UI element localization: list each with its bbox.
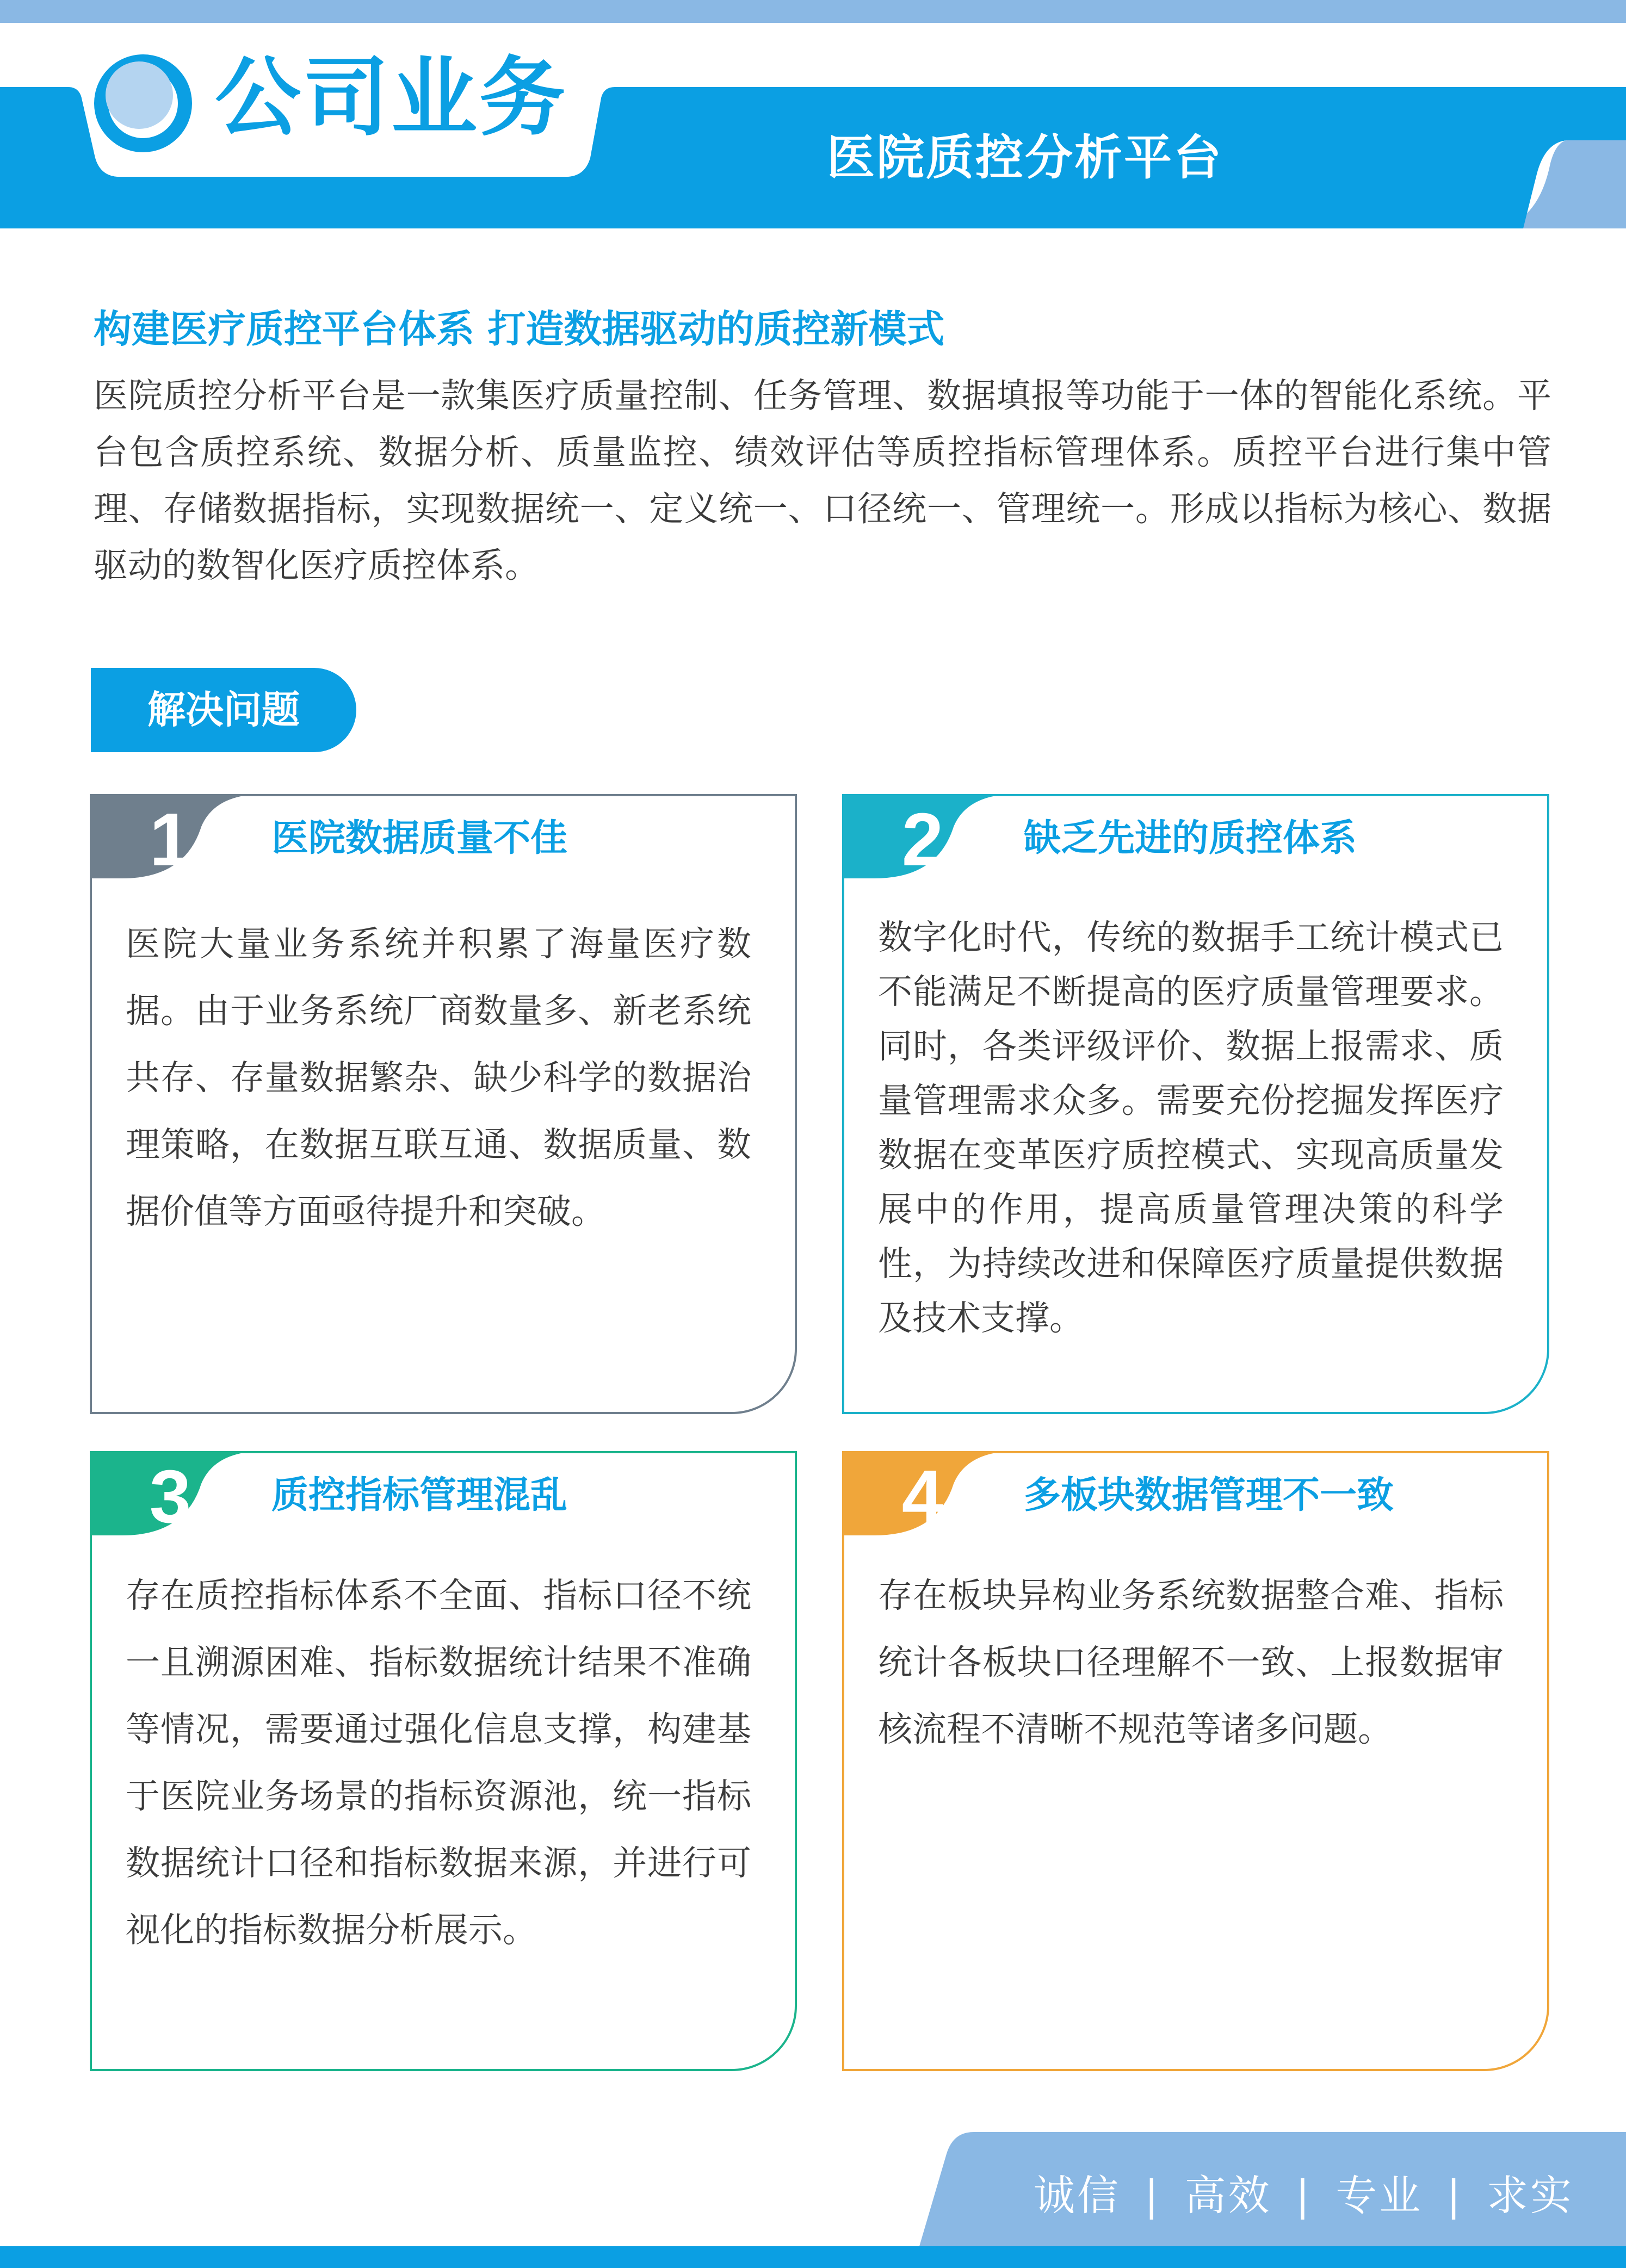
card-title: 医院数据质量不佳 — [271, 817, 568, 860]
card-body: 存在板块异构业务系统数据整合难、指标统计各板块口径理解不一致、上报数据审核流程不清晰不规范等诸多问题。 — [878, 1576, 1504, 1749]
slogan-item: 诚信 — [1034, 2171, 1121, 2220]
card-body: 数字化时代，传统的数据手工统计模式已不能满足不断提高的医疗质量管理要求。同时，各类评级评价、数据上报需求、质量管理需求众多。需要充份挖掘发挥医疗数据在变革医疗质控模式、实现高质量发展中的作用，提高质量管理决策的科学性，为持续改进和保障医疗质量提供数据及技术支撑。 — [878, 918, 1504, 1338]
card-number: 1 — [149, 798, 191, 882]
problem-card-2 — [842, 794, 1549, 1414]
footer-slogan — [1034, 2166, 1574, 2226]
card-number: 3 — [149, 1455, 191, 1539]
circle-logo-icon — [91, 52, 195, 155]
slogan-item: 求实 — [1486, 2171, 1574, 2220]
intro-heading: 构建医疗质控平台体系 打造数据驱动的质控新模式 — [94, 307, 945, 351]
slogan-item: 专业 — [1336, 2171, 1423, 2220]
problem-card-3 — [90, 1451, 797, 2071]
section-pill — [91, 668, 356, 752]
problem-card-4 — [842, 1451, 1549, 2071]
card-body: 存在质控指标体系不全面、指标口径不统一且溯源困难、指标数据统计结果不准确等情况，需要通过强化信息支撑，构建基于医院业务场景的指标资源池，统一指标数据统计口径和指标数据来源，并进行可视化的指标数据分析展示。 — [126, 1576, 751, 1950]
intro-body: 医院质控分析平台是一款集医疗质量控制、任务管理、数据填报等功能于一体的智能化系统。平台包含质控系统、数据分析、质量监控、绩效评估等质控指标管理体系。质控平台进行集中管理、存储数据指标，实现数据统一、定义统一、口径统一、管理统一。形成以指标为核心、数据驱动的数智化医疗质控体系。 — [94, 376, 1551, 585]
section-pill-label: 解决问题 — [147, 687, 300, 732]
card-title: 多板块数据管理不一致 — [1024, 1474, 1394, 1517]
header-subtitle: 医院质控分析平台 — [827, 129, 1223, 185]
card-title: 质控指标管理混乱 — [271, 1474, 568, 1517]
slogan-separator: | — [1145, 2171, 1161, 2220]
card-body: 医院大量业务系统并积累了海量医疗数据。由于业务系统厂商数量多、新老系统共存、存量数据繁杂、缺少科学的数据治理策略，在数据互联互通、数据质量、数据价值等方面亟待提升和突破。 — [126, 924, 751, 1231]
problem-card-1 — [90, 794, 797, 1414]
slogan-item: 高效 — [1184, 2171, 1272, 2220]
header-title: 公司业务 — [215, 48, 567, 148]
slogan-separator: | — [1295, 2171, 1312, 2220]
slogan-separator: | — [1446, 2171, 1463, 2220]
card-title: 缺乏先进的质控体系 — [1024, 817, 1357, 860]
card-number: 2 — [901, 798, 944, 882]
card-number: 4 — [901, 1455, 944, 1539]
